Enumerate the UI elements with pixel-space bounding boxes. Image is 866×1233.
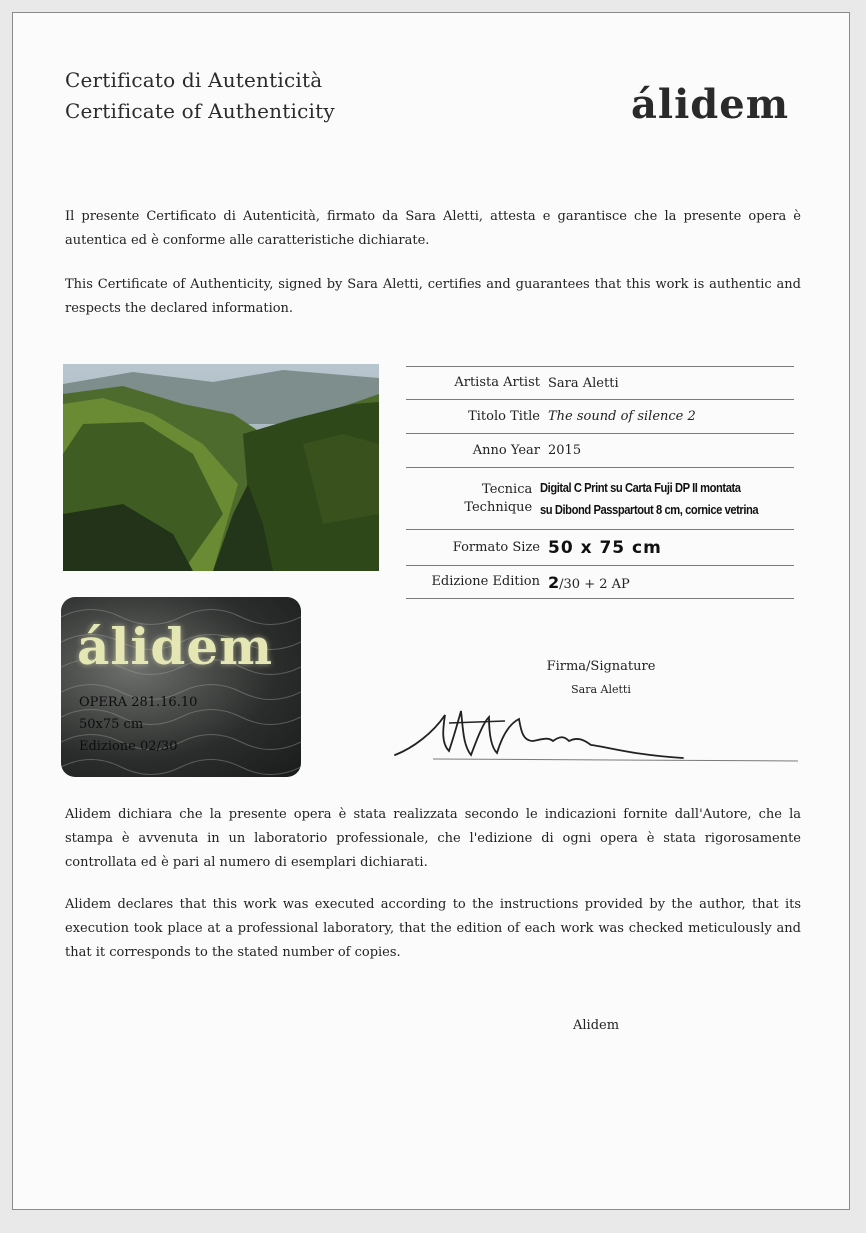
hologram-size: 50x75 cm <box>79 717 144 732</box>
edition-handwritten-number: 2 <box>548 572 560 592</box>
year-label: Anno Year <box>472 442 540 458</box>
edition-value <box>548 573 794 592</box>
technique-label <box>406 481 540 517</box>
issuer-name: Alidem <box>573 1018 620 1033</box>
technique-label-english: Technique <box>464 499 533 515</box>
title-label: Titolo Title <box>468 408 540 424</box>
signature-line <box>393 703 798 767</box>
artwork-photo <box>63 364 379 571</box>
detail-row-artist <box>406 366 794 399</box>
technique-value <box>540 477 794 521</box>
technique-line-2: su Dibond Passpartout 8 cm, cornice vetrina <box>540 501 759 517</box>
detail-row-title <box>406 399 794 433</box>
edition-label: Edizione Edition <box>431 574 540 589</box>
technique-line-1: Digital C Print su Carta Fuji DP II montata <box>540 479 741 495</box>
hologram-seal <box>61 597 301 777</box>
size-value: 50 x 75 cm <box>548 537 662 558</box>
artist-value: Sara Aletti <box>548 375 619 391</box>
intro-english: This Certificate of Authenticity, signed by Sara Aletti, certifies and guarantees that this work is authentic and respects the declared information. <box>65 277 801 316</box>
detail-row-edition <box>406 565 794 599</box>
technique-label-italian: Tecnica <box>482 481 533 497</box>
size-label: Formato Size <box>452 539 540 555</box>
edition-printed-total: /30 + 2 AP <box>559 576 630 592</box>
detail-row-year <box>406 433 794 467</box>
title-value: The sound of silence 2 <box>548 409 696 424</box>
artist-label: Artista Artist <box>454 375 540 390</box>
hologram-opera: OPERA 281.16.10 <box>79 695 198 710</box>
certificate-sheet <box>12 12 850 1210</box>
signature-name: Sara Aletti <box>571 683 631 696</box>
hologram-edition: Edizione 02/30 <box>79 739 178 754</box>
title-english: Certificate of Authenticity <box>65 99 335 123</box>
detail-row-size <box>406 529 794 565</box>
intro-italian: Il presente Certificato di Autenticità, firmato da Sara Aletti, attesta e garantisce che la presente opera è autentica ed è conforme alle caratteristiche dichiarate. <box>65 209 801 248</box>
detail-row-technique <box>406 467 794 529</box>
declaration-italian: Alidem dichiara che la presente opera è stata realizzata secondo le indicazioni fornite dall'Autore, che la stampa è avvenuta in un laboratorio professionale, che l'edizione di ogni opera è stata rigorosamente controllata ed è pari al numero di esemplari dichiarati. <box>65 807 801 870</box>
artwork-details-table <box>406 366 794 599</box>
hologram-logo: álidem <box>77 617 274 676</box>
signature-label: Firma/Signature <box>546 659 656 674</box>
year-value: 2015 <box>548 443 582 458</box>
declaration-english: Alidem declares that this work was executed according to the instructions provided by the author, that its execution took place at a professional laboratory, that the edition of each work was checked meticulously and that it corresponds to the stated number of copies. <box>65 897 801 960</box>
title-italian: Certificato di Autenticità <box>65 68 323 92</box>
certificate-title <box>65 65 335 127</box>
alidem-logo: álidem <box>631 81 790 128</box>
